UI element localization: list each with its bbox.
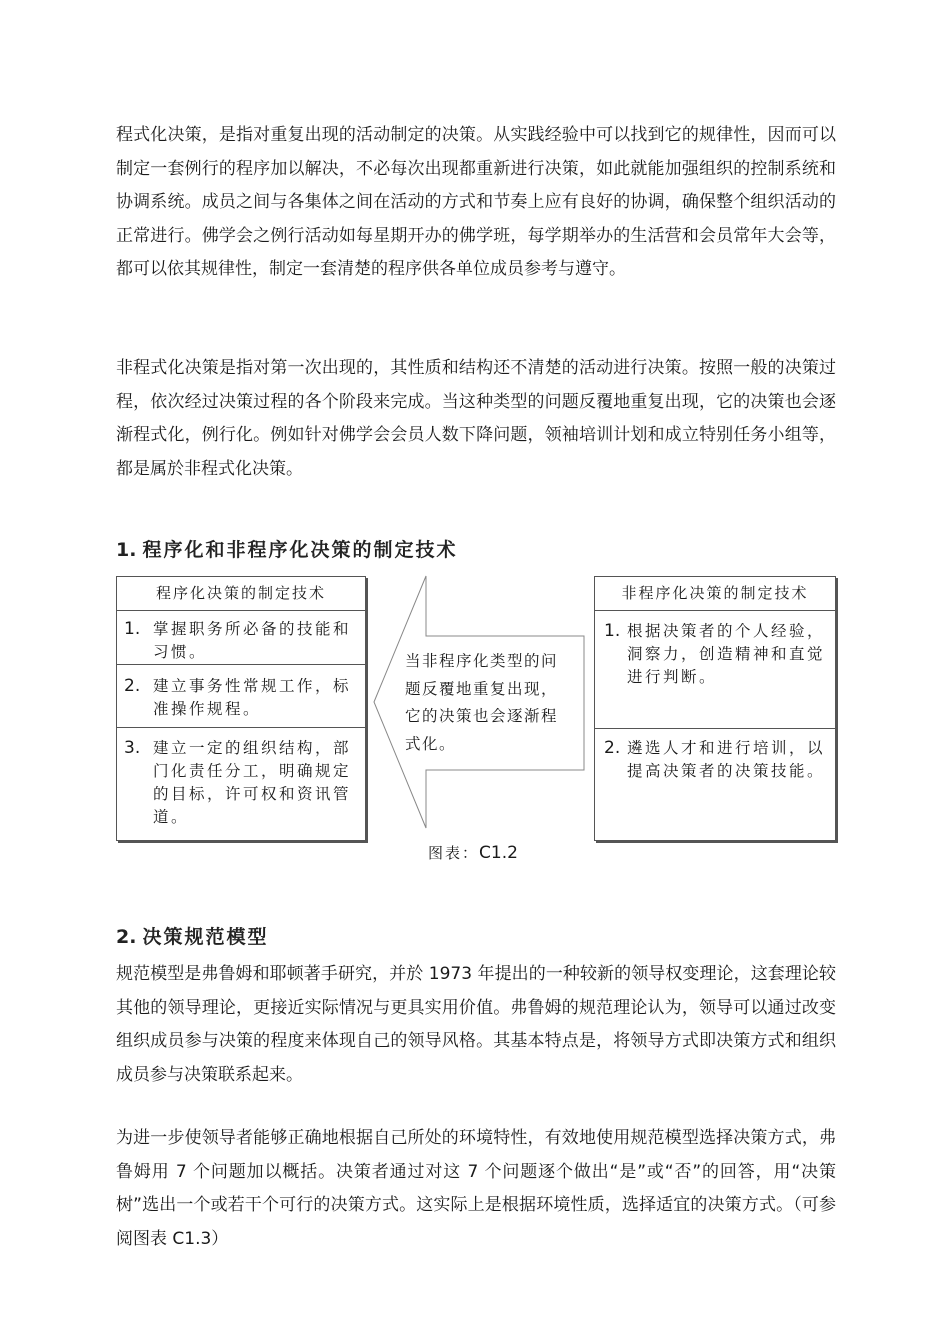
nonprogrammed-techniques-box: [594, 576, 836, 841]
programmed-techniques-box: [116, 576, 366, 841]
nonprogrammed-item-2: [595, 728, 835, 840]
arrow-description: 当非程序化类型的问题反覆地重复出现，它的决策也会逐渐程式化。: [405, 652, 559, 753]
caption-prefix: 图表：: [428, 844, 480, 862]
item-number: 3.: [124, 738, 141, 758]
section-1-heading: [116, 535, 457, 562]
paragraph-normative-model: 规范模型是弗鲁姆和耶顿著手研究，并於 1973 年提出的一种较新的领导权变理论，这套理论较其他的领导理论，更接近实际情况与更具实用价值。弗鲁姆的规范理论认为，领导可以通过改变组织成员参与决策的程度来体现自己的领导风格。其基本特点是，将领导方式即决策方式和组织成员参与决策联系起来。: [116, 964, 836, 1085]
programmed-item-1: [117, 610, 365, 671]
item-text: 根据决策者的个人经验，洞察力，创造精神和直觉进行判断。: [627, 622, 826, 686]
paragraph-seven-questions: 为进一步使领导者能够正确地根据自己所处的环境特性，有效地使用规范模型选择决策方式，弗鲁姆用 7 个问题加以概括。决策者通过对这 7 个问题逐个做出“是”或“否”的回答，用“决策树”选出一个或若干个可行的决策方式。这实际上是根据环境性质，选择适宜的决策方式。（可参阅图表 C1.3）: [116, 1128, 836, 1249]
item-number: 2.: [604, 738, 621, 758]
item-text: 建立事务性常规工作，标准操作规程。: [153, 677, 352, 718]
section-2-title: 决策规范模型: [142, 926, 269, 948]
paragraph-nonprogrammed-decision: 非程式化决策是指对第一次出现的，其性质和结构还不清楚的活动进行决策。按照一般的决策过程，依次经过决策过程的各个阶段来完成。当这种类型的问题反覆地重复出现，它的决策也会逐渐程式化，例行化。例如针对佛学会会员人数下降问题，领袖培训计划和成立特别任务小组等，都是属於非程式化决策。: [116, 358, 836, 479]
programmed-techniques-header: 程序化决策的制定技术: [117, 577, 365, 611]
figure-caption: [428, 842, 518, 863]
programmed-item-3: [117, 727, 365, 840]
caption-id: C1.2: [479, 843, 518, 863]
section-2-number: 2.: [116, 926, 137, 948]
nonprogrammed-item-1: [595, 610, 835, 727]
item-number: 1.: [604, 621, 621, 641]
section-1-number: 1.: [116, 539, 137, 561]
section-1-title: 程序化和非程序化决策的制定技术: [142, 539, 458, 561]
item-number: 1.: [124, 619, 141, 639]
paragraph-programmed-decision: 程式化决策，是指对重复出现的活动制定的决策。从实践经验中可以找到它的规律性，因而可以制定一套例行的程序加以解决，不必每次出现都重新进行决策，如此就能加强组织的控制系统和协调系统。成员之间与各集体之间在活动的方式和节奏上应有良好的协调，确保整个组织活动的正常进行。佛学会之例行活动如每星期开办的佛学班，每学期举办的生活营和会员常年大会等，都可以依其规律性，制定一套清楚的程序供各单位成员参考与遵守。: [116, 125, 836, 280]
nonprogrammed-techniques-header: 非程序化决策的制定技术: [595, 577, 835, 611]
section-2-heading: [116, 922, 268, 949]
item-text: 遴选人才和进行培训，以提高决策者的决策技能。: [627, 739, 826, 780]
item-number: 2.: [124, 676, 141, 696]
item-text: 建立一定的组织结构，部门化责任分工，明确规定的目标，许可权和资讯管道。: [153, 739, 352, 826]
programmed-item-2: [117, 664, 365, 728]
item-text: 掌握职务所必备的技能和习惯。: [153, 620, 352, 661]
